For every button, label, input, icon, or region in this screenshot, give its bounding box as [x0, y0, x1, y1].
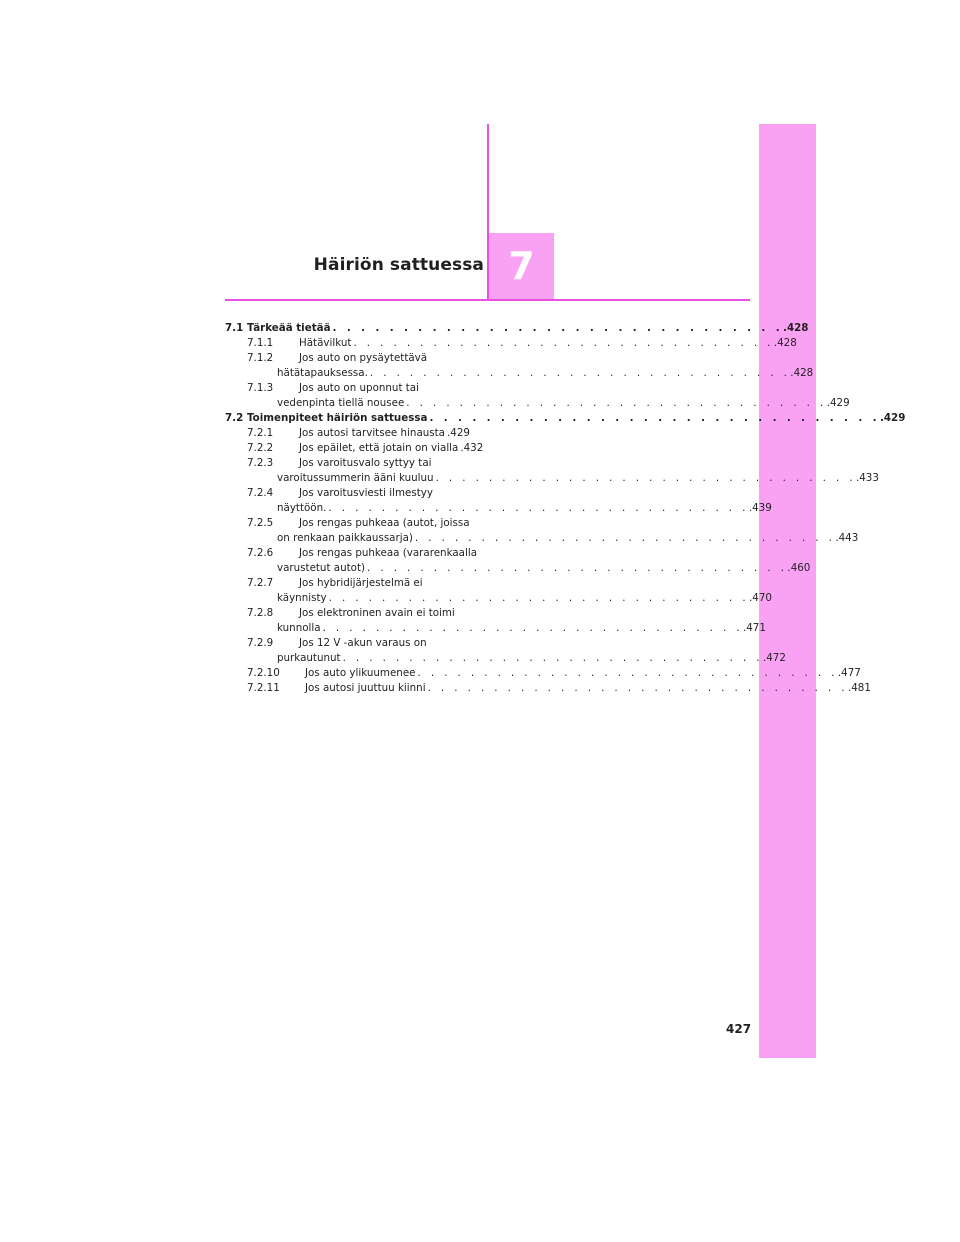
toc-entry-page: .477	[837, 667, 861, 679]
toc-entry-title: Jos hybridijärjestelmä ei	[299, 577, 423, 589]
toc-entry-title: varustetut autot)	[277, 562, 366, 574]
toc-entry-number: 7.2.6	[247, 547, 274, 559]
toc-entry-title: purkautunut	[277, 652, 341, 664]
toc-entry-title: Jos auto on uponnut tai	[299, 382, 419, 394]
toc-entry-number: 7.2.5	[247, 517, 274, 529]
chapter-title: Häiriön sattuessa	[313, 255, 484, 275]
toc-entry-number: 7.1.1	[247, 337, 274, 349]
toc-entry[interactable]	[225, 486, 772, 516]
toc-leader-dots: . . . . . . . . . . . . . . . . . . . . . . . . . . . . . . . .	[427, 682, 848, 694]
toc-leader-dots: . . . . . . . . . . . . . . . . . . . . . . . . . . . . . . . .	[353, 337, 774, 349]
toc-entry-page: .428	[773, 337, 797, 349]
toc-leader-dots: . . . . . . . . . . . . . . . . . . . . . . . . . . . . . . . .	[367, 562, 788, 574]
toc-entry-page: .481	[847, 682, 871, 694]
toc-leader-dots: . . . . . . . . . . . . . . . . . . . . . . . . . . . . . . . .	[322, 622, 743, 634]
toc-entry-number: 7.2.3	[247, 457, 274, 469]
toc-entry-title: hätätapauksessa.	[277, 367, 368, 379]
toc-entry-number: 7.1.2	[247, 352, 274, 364]
toc-entry[interactable]	[225, 576, 772, 606]
toc-entry-page: .428	[783, 322, 809, 334]
toc-entry-title: Jos epäilet, että jotain on vialla	[299, 442, 459, 454]
toc-entry-title: kunnolla	[277, 622, 321, 634]
toc-entry-number: 7.2.8	[247, 607, 274, 619]
toc-entry[interactable]	[225, 681, 871, 696]
toc-entry-page: .472	[762, 652, 786, 664]
toc-entry[interactable]	[225, 546, 811, 576]
chapter-number-box: 7	[489, 233, 554, 299]
toc-entry-page: .439	[748, 502, 772, 514]
toc-leader-dots: . . . . . . . . . . . . . . . . . . . . . . . . . . . . . . . .	[406, 397, 827, 409]
toc-entry[interactable]	[225, 441, 484, 456]
toc-entry-title: Jos rengas puhkeaa (autot, joissa	[299, 517, 470, 529]
toc-entry-title: Jos 12 V -akun varaus on	[299, 637, 427, 649]
toc-entry-title: Jos varoitusviesti ilmestyy	[299, 487, 433, 499]
toc-entry-page: .432	[460, 442, 484, 454]
page-number: 427	[726, 1022, 752, 1036]
toc-entry-title: varoitussummerin ääni kuuluu	[277, 472, 434, 484]
toc-leader-dots: . . . . . . . . . . . . . . . . . . . . . . . . . . . . . . . .	[414, 532, 836, 544]
toc-entry[interactable]	[225, 411, 906, 426]
toc-entry[interactable]	[225, 336, 797, 351]
toc-entry-page: .433	[855, 472, 879, 484]
toc-entry-number: 7.2.10	[247, 667, 280, 679]
toc-leader-dots: . . . . . . . . . . . . . . . . . . . . . . . . . . . . . . . .	[328, 592, 750, 604]
toc-entry-number: 7.1	[225, 322, 244, 334]
toc-entry-number: 7.2.1	[247, 427, 274, 439]
toc-entry-title: vedenpinta tiellä nousee	[277, 397, 405, 409]
toc-entry-page: .471	[742, 622, 766, 634]
toc-entry-page: .429	[826, 397, 850, 409]
toc-entry-page: .428	[790, 367, 814, 379]
toc-entry-title: Jos auto ylikuumenee	[305, 667, 416, 679]
toc-entry[interactable]	[225, 636, 786, 666]
toc-entry-title: näyttöön.	[277, 502, 327, 514]
toc-entry-title: Toimenpiteet häiriön sattuessa	[247, 412, 428, 424]
toc-entry-number: 7.2.2	[247, 442, 274, 454]
toc-entry-title: Jos elektroninen avain ei toimi	[299, 607, 455, 619]
toc-leader-dots: . . . . . . . . . . . . . . . . . . . . . . . . . . . . . . . .	[417, 667, 838, 679]
toc-entry-title: on renkaan paikkaussarja)	[277, 532, 413, 544]
toc-entry-title: Jos rengas puhkeaa (vararenkaalla	[299, 547, 478, 559]
toc-leader-dots: . . . . . . . . . . . . . . . . . . . . . . . . . . . . . . . .	[429, 412, 880, 424]
toc-entry[interactable]	[225, 321, 809, 336]
toc-entry-number: 7.2.7	[247, 577, 274, 589]
toc-entry-title: Jos auto on pysäytettävä	[299, 352, 428, 364]
table-of-contents	[225, 321, 906, 696]
toc-leader-dots: . . . . . . . . . . . . . . . . . . . . . . . . . . . . . . . .	[435, 472, 856, 484]
chapter-horizontal-rule	[225, 299, 750, 301]
toc-entry-number: 7.2.9	[247, 637, 274, 649]
toc-leader-dots: . . . . . . . . . . . . . . . . . . . . . . . . . . . . . . . .	[328, 502, 749, 514]
toc-leader-dots: . . . . . . . . . . . . . . . . . . . . . . . . . . . . . . . .	[369, 367, 791, 379]
toc-entry-title: Jos autosi tarvitsee hinausta	[299, 427, 445, 439]
toc-entry-title: Hätävilkut	[299, 337, 352, 349]
toc-leader-dots: . . . . . . . . . . . . . . . . . . . . . . . . . . . . . . . .	[342, 652, 763, 664]
toc-entry-page: .429	[447, 427, 470, 439]
toc-entry-page: .443	[835, 532, 859, 544]
toc-leader-dots: . . . . . . . . . . . . . . . . . . . . . . . . . . . . . . . .	[332, 322, 784, 334]
toc-entry-title: käynnisty	[277, 592, 327, 604]
toc-entry-page: .429	[879, 412, 906, 424]
toc-entry-number: 7.2.11	[247, 682, 280, 694]
toc-entry[interactable]	[225, 606, 766, 636]
toc-entry[interactable]	[225, 516, 859, 546]
toc-entry-title: Tärkeää tietää	[247, 322, 331, 334]
toc-entry-page: .460	[787, 562, 811, 574]
toc-entry-title: Jos varoitusvalo syttyy tai	[299, 457, 432, 469]
toc-entry-number: 7.1.3	[247, 382, 274, 394]
toc-entry[interactable]	[225, 426, 470, 441]
toc-entry-title: Jos autosi juuttuu kiinni	[305, 682, 426, 694]
toc-entry[interactable]	[225, 381, 850, 411]
toc-entry-number: 7.2	[225, 412, 244, 424]
toc-entry[interactable]	[225, 456, 879, 486]
toc-entry-number: 7.2.4	[247, 487, 274, 499]
toc-entry-page: .470	[749, 592, 772, 604]
toc-entry[interactable]	[225, 666, 861, 681]
toc-entry[interactable]	[225, 351, 814, 381]
